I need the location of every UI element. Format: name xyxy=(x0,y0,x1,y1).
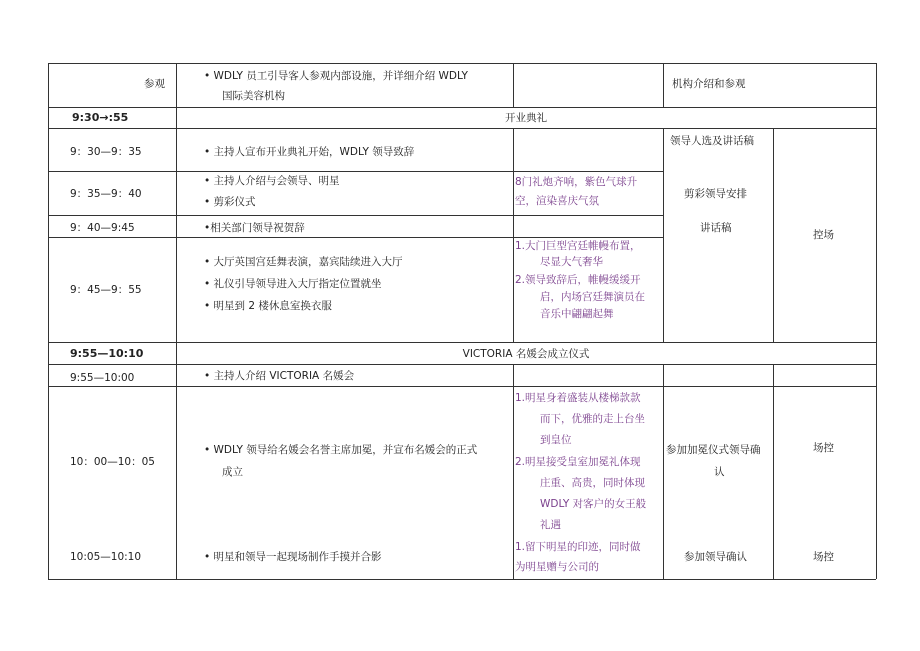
note-text: 2.领导致辞后，帷幔缓缓开 xyxy=(515,274,641,286)
col-border xyxy=(663,364,664,579)
item-text: •相关部门领导祝贺辞 xyxy=(204,222,305,234)
note-text: 为明星赠与公司的 xyxy=(515,561,599,573)
note-text: 2.明星接受皇室加冕礼体现 xyxy=(515,456,641,468)
responsibility-text: 剪彩领导安排 xyxy=(684,188,747,200)
note-text: 到皇位 xyxy=(540,434,572,446)
owner-text: 场控 xyxy=(813,442,834,454)
row-border xyxy=(48,215,663,216)
row-border xyxy=(48,128,876,129)
row-border xyxy=(48,364,876,365)
responsibility-text: 认 xyxy=(714,466,725,478)
item-text: • 主持人介绍与会领导、明星 xyxy=(204,175,340,187)
owner-text: 场控 xyxy=(813,551,834,563)
note-text: 而下，优雅的走上台坐 xyxy=(540,413,645,425)
section-title: VICTORIA 名媛会成立仪式 xyxy=(462,348,590,360)
note-text: 尽显大气奢华 xyxy=(540,256,603,268)
note-text: 空，渲染喜庆气氛 xyxy=(515,195,599,207)
col-border xyxy=(773,128,774,342)
time-slot: 9:55—10:00 xyxy=(70,372,135,384)
responsibility-text: 参加领导确认 xyxy=(684,551,747,563)
item-text: • 主持人宣布开业典礼开始，WDLY 领导致辞 xyxy=(204,146,415,158)
row-border xyxy=(48,63,876,64)
item-text: • 剪彩仪式 xyxy=(204,196,256,208)
row-border xyxy=(48,386,876,387)
responsibility-text: 参加加冕仪式领导确 xyxy=(666,444,761,456)
col-border xyxy=(663,128,664,342)
note-text: WDLY 对客户的女王般 xyxy=(540,498,647,510)
row-border xyxy=(48,171,663,172)
col-border xyxy=(663,63,664,107)
col-border xyxy=(773,364,774,579)
row-border xyxy=(48,579,876,580)
note-text: 庄重、高贵，同时体现 xyxy=(540,477,645,489)
col-border xyxy=(513,128,514,342)
col-border xyxy=(48,63,49,579)
section-title: 开业典礼 xyxy=(505,112,547,124)
note-text: 礼遇 xyxy=(540,519,561,531)
col-border xyxy=(513,63,514,107)
note-text: 1.大门巨型宫廷帷幔布置， xyxy=(515,240,641,252)
item-text: • 明星和领导一起现场制作手摸并合影 xyxy=(204,551,382,563)
section-time: 9:30→:55 xyxy=(72,111,129,124)
item-text: 国际美容机构 xyxy=(222,90,285,102)
note-text: 音乐中翩翩起舞 xyxy=(540,308,614,320)
time-slot: 10:05—10:10 xyxy=(70,551,142,563)
item-text: 成立 xyxy=(222,466,243,478)
row-border xyxy=(48,107,876,108)
col-border xyxy=(876,63,877,579)
time-slot: 9：35—9：40 xyxy=(70,188,142,200)
item-text: • 礼仪引导领导进入大厅指定位置就坐 xyxy=(204,278,382,290)
time-slot: 9：40—9:45 xyxy=(70,222,135,234)
responsibility-text: 领导人选及讲话稿 xyxy=(670,135,754,147)
item-text: • WDLY 领导给名媛会名誉主席加冕，并宣布名媛会的正式 xyxy=(204,444,478,456)
item-text: • WDLY 员工引导客人参观内部设施，并详细介绍 WDLY xyxy=(204,70,468,82)
col-border xyxy=(176,63,177,579)
row-label: 参观 xyxy=(144,78,165,90)
col-border xyxy=(513,364,514,579)
responsibility-text: 讲话稿 xyxy=(700,222,732,234)
row-border xyxy=(48,342,876,343)
owner-text: 控场 xyxy=(813,229,834,241)
note-text: 8门礼炮齐响，紫色气球升 xyxy=(515,176,638,188)
responsibility-text: 机构介绍和参观 xyxy=(672,78,746,90)
item-text: • 大厅英国宫廷舞表演，嘉宾陆续进入大厅 xyxy=(204,256,403,268)
section-time: 9:55—10:10 xyxy=(70,347,144,360)
time-slot: 10：00—10：05 xyxy=(70,456,155,468)
note-text: 启，内场宫廷舞演员在 xyxy=(540,291,645,303)
note-text: 1.留下明星的印迹，同时做 xyxy=(515,541,641,553)
time-slot: 9：30—9：35 xyxy=(70,146,142,158)
item-text: • 主持人介绍 VICTORIA 名媛会 xyxy=(204,370,355,382)
time-slot: 9：45—9：55 xyxy=(70,284,142,296)
item-text: • 明星到 2 楼休息室换衣服 xyxy=(204,300,332,312)
note-text: 1.明星身着盛装从楼梯款款 xyxy=(515,392,641,404)
